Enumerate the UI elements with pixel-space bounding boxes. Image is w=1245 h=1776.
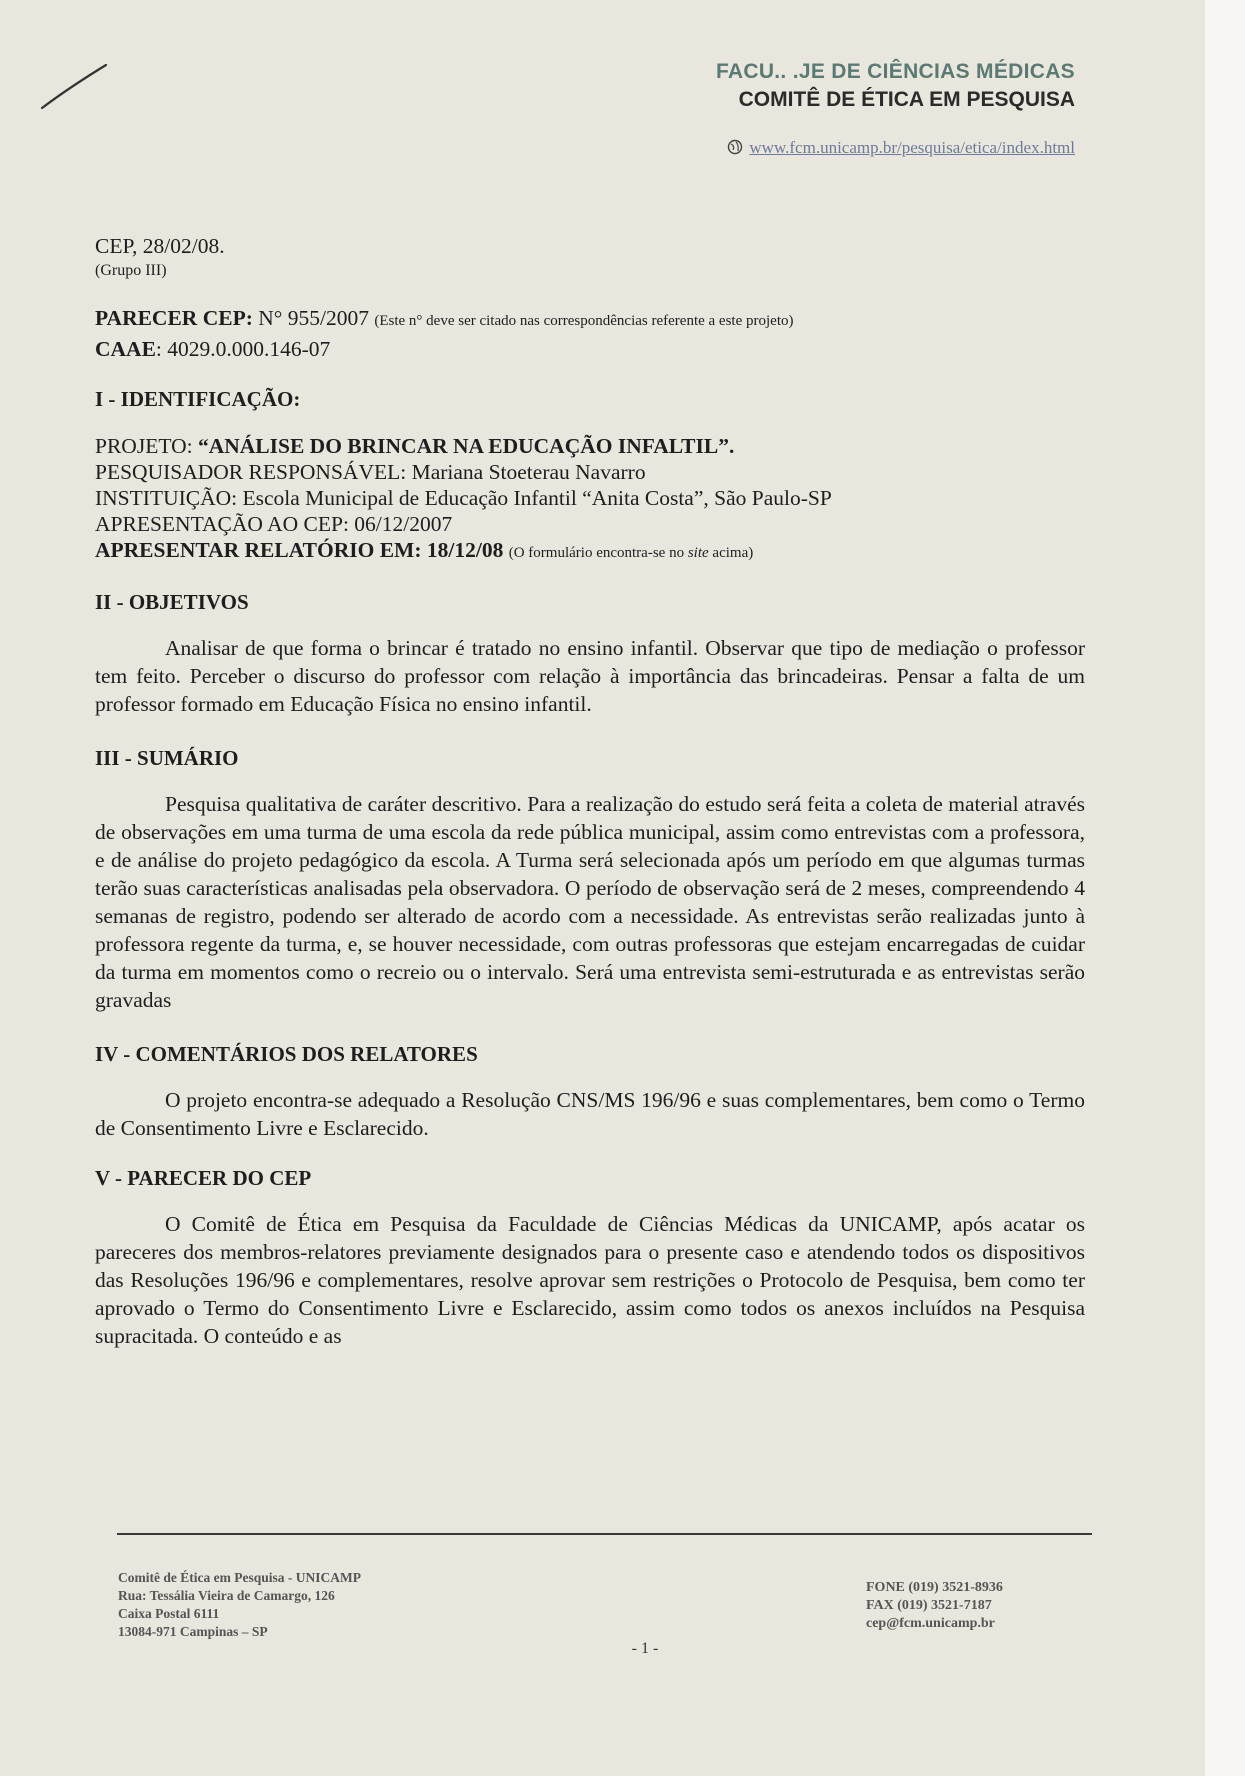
- globe-icon: [727, 139, 743, 155]
- parecer-paragraph: O Comitê de Ética em Pesquisa da Faculdade de Ciências Médicas da UNICAMP, após acatar os pareceres dos membros-relatores previamente designados para o presente caso e atendendo todos os dispositivos das Resoluções 196/96 e complementares, resolve aprovar sem restrições o Protocolo de Pesquisa, bem como ter aprovado o Termo do Consentimento Livre e Esclarecido, assim como todos os anexos incluídos na Pesquisa supracitada. O conteúdo e as: [95, 1212, 1085, 1348]
- caae-label: CAAE: [95, 337, 156, 361]
- section-heading-parecer: V - PARECER DO CEP: [95, 1166, 312, 1190]
- footer-contact: [866, 1579, 1086, 1633]
- apresentacao-line: APRESENTAÇÃO AO CEP: 06/12/2007: [95, 512, 453, 536]
- page-number: - 1 -: [631, 1640, 659, 1657]
- relatorio-line: [95, 537, 1085, 566]
- section-heading-sumario: III - SUMÁRIO: [95, 746, 239, 770]
- footer-org: Comitê de Ética em Pesquisa - UNICAMP: [118, 1570, 361, 1585]
- website-link[interactable]: [605, 138, 1075, 158]
- relatorio-note: (O formulário encontra-se no site acima): [508, 545, 754, 561]
- parecer-note: (Este n° deve ser citado nas correspondências referente a este projeto): [374, 313, 794, 329]
- section-heading-objetivos: II - OBJETIVOS: [95, 590, 249, 614]
- scan-margin: [1205, 0, 1245, 1776]
- objetivos-paragraph: Analisar de que forma o brincar é tratado no ensino infantil. Observar que tipo de mediação o professor tem feito. Perceber o discurso do professor com relação à importância das brincadeiras. Pensar a falta de um professor formado em Educação Física no ensino infantil.: [95, 636, 1085, 716]
- pesquisador-line: PESQUISADOR RESPONSÁVEL: Mariana Stoeterau Navarro: [95, 460, 646, 484]
- footer-divider: [117, 1533, 1092, 1535]
- footer-phone: FONE (019) 3521-8936: [866, 1580, 1003, 1595]
- instituicao-line: INSTITUIÇÃO: Escola Municipal de Educação Infantil “Anita Costa”, São Paulo-SP: [95, 486, 832, 510]
- letterhead: [600, 60, 1075, 112]
- caae-value: : 4029.0.000.146-07: [155, 337, 331, 361]
- caae-line: [95, 335, 1085, 363]
- document-body: [95, 232, 1085, 1350]
- website-url[interactable]: www.fcm.unicamp.br/pesquisa/etica/index.html: [749, 138, 1075, 157]
- projeto-line: [95, 433, 1085, 459]
- group-label: (Grupo III): [95, 262, 167, 279]
- faculty-name: FACU.. .JE DE CIÊNCIAS MÉDICAS: [715, 60, 1075, 83]
- section-heading-comentarios: IV - COMENTÁRIOS DOS RELATORES: [95, 1042, 478, 1066]
- pen-mark: [40, 62, 110, 112]
- footer-fax: FAX (019) 3521-7187: [866, 1598, 992, 1613]
- parecer-line: [95, 304, 1085, 335]
- committee-name: COMITÊ DE ÉTICA EM PESQUISA: [738, 88, 1075, 111]
- parecer-label: PARECER CEP:: [95, 306, 253, 330]
- relatorio-label: APRESENTAR RELATÓRIO EM: 18/12/08: [95, 538, 504, 562]
- projeto-label: PROJETO:: [95, 434, 193, 458]
- footer-city: 13084-971 Campinas – SP: [118, 1624, 268, 1639]
- section-heading-identificacao: I - IDENTIFICAÇÃO:: [95, 387, 301, 411]
- projeto-title: “ANÁLISE DO BRINCAR NA EDUCAÇÃO INFALTIL”.: [197, 434, 735, 458]
- sumario-paragraph: Pesquisa qualitativa de caráter descritivo. Para a realização do estudo será feita a coleta de material através de observações em uma turma de uma escola da rede pública municipal, assim como entrevistas com a professora, e de análise do projeto pedagógico da escola. A Turma será selecionada após um período em que algumas turmas terão suas características analisadas pela observadora. O período de observação será de 2 meses, compreendendo 4 semanas de registro, podendo ser alterado de acordo com a necessidade. As entrevistas serão realizadas junto à professora regente da turma, e, se houver necessidade, com outras professoras que estejam encarregadas de cuidar da turma em momentos como o recreio ou o intervalo. Será uma entrevista semi-estruturada e as entrevistas serão gravadas: [95, 792, 1085, 1012]
- footer-pobox: Caixa Postal 6111: [118, 1606, 220, 1621]
- footer-street: Rua: Tessália Vieira de Camargo, 126: [118, 1588, 335, 1603]
- document-date: CEP, 28/02/08.: [95, 234, 225, 258]
- footer-address: [118, 1569, 478, 1641]
- parecer-number: N° 955/2007: [258, 306, 369, 330]
- identification-block: [95, 433, 1085, 566]
- footer-email[interactable]: cep@fcm.unicamp.br: [866, 1616, 995, 1631]
- comentarios-paragraph: O projeto encontra-se adequado a Resolução CNS/MS 196/96 e suas complementares, bem como o Termo de Consentimento Livre e Esclarecido.: [95, 1088, 1085, 1140]
